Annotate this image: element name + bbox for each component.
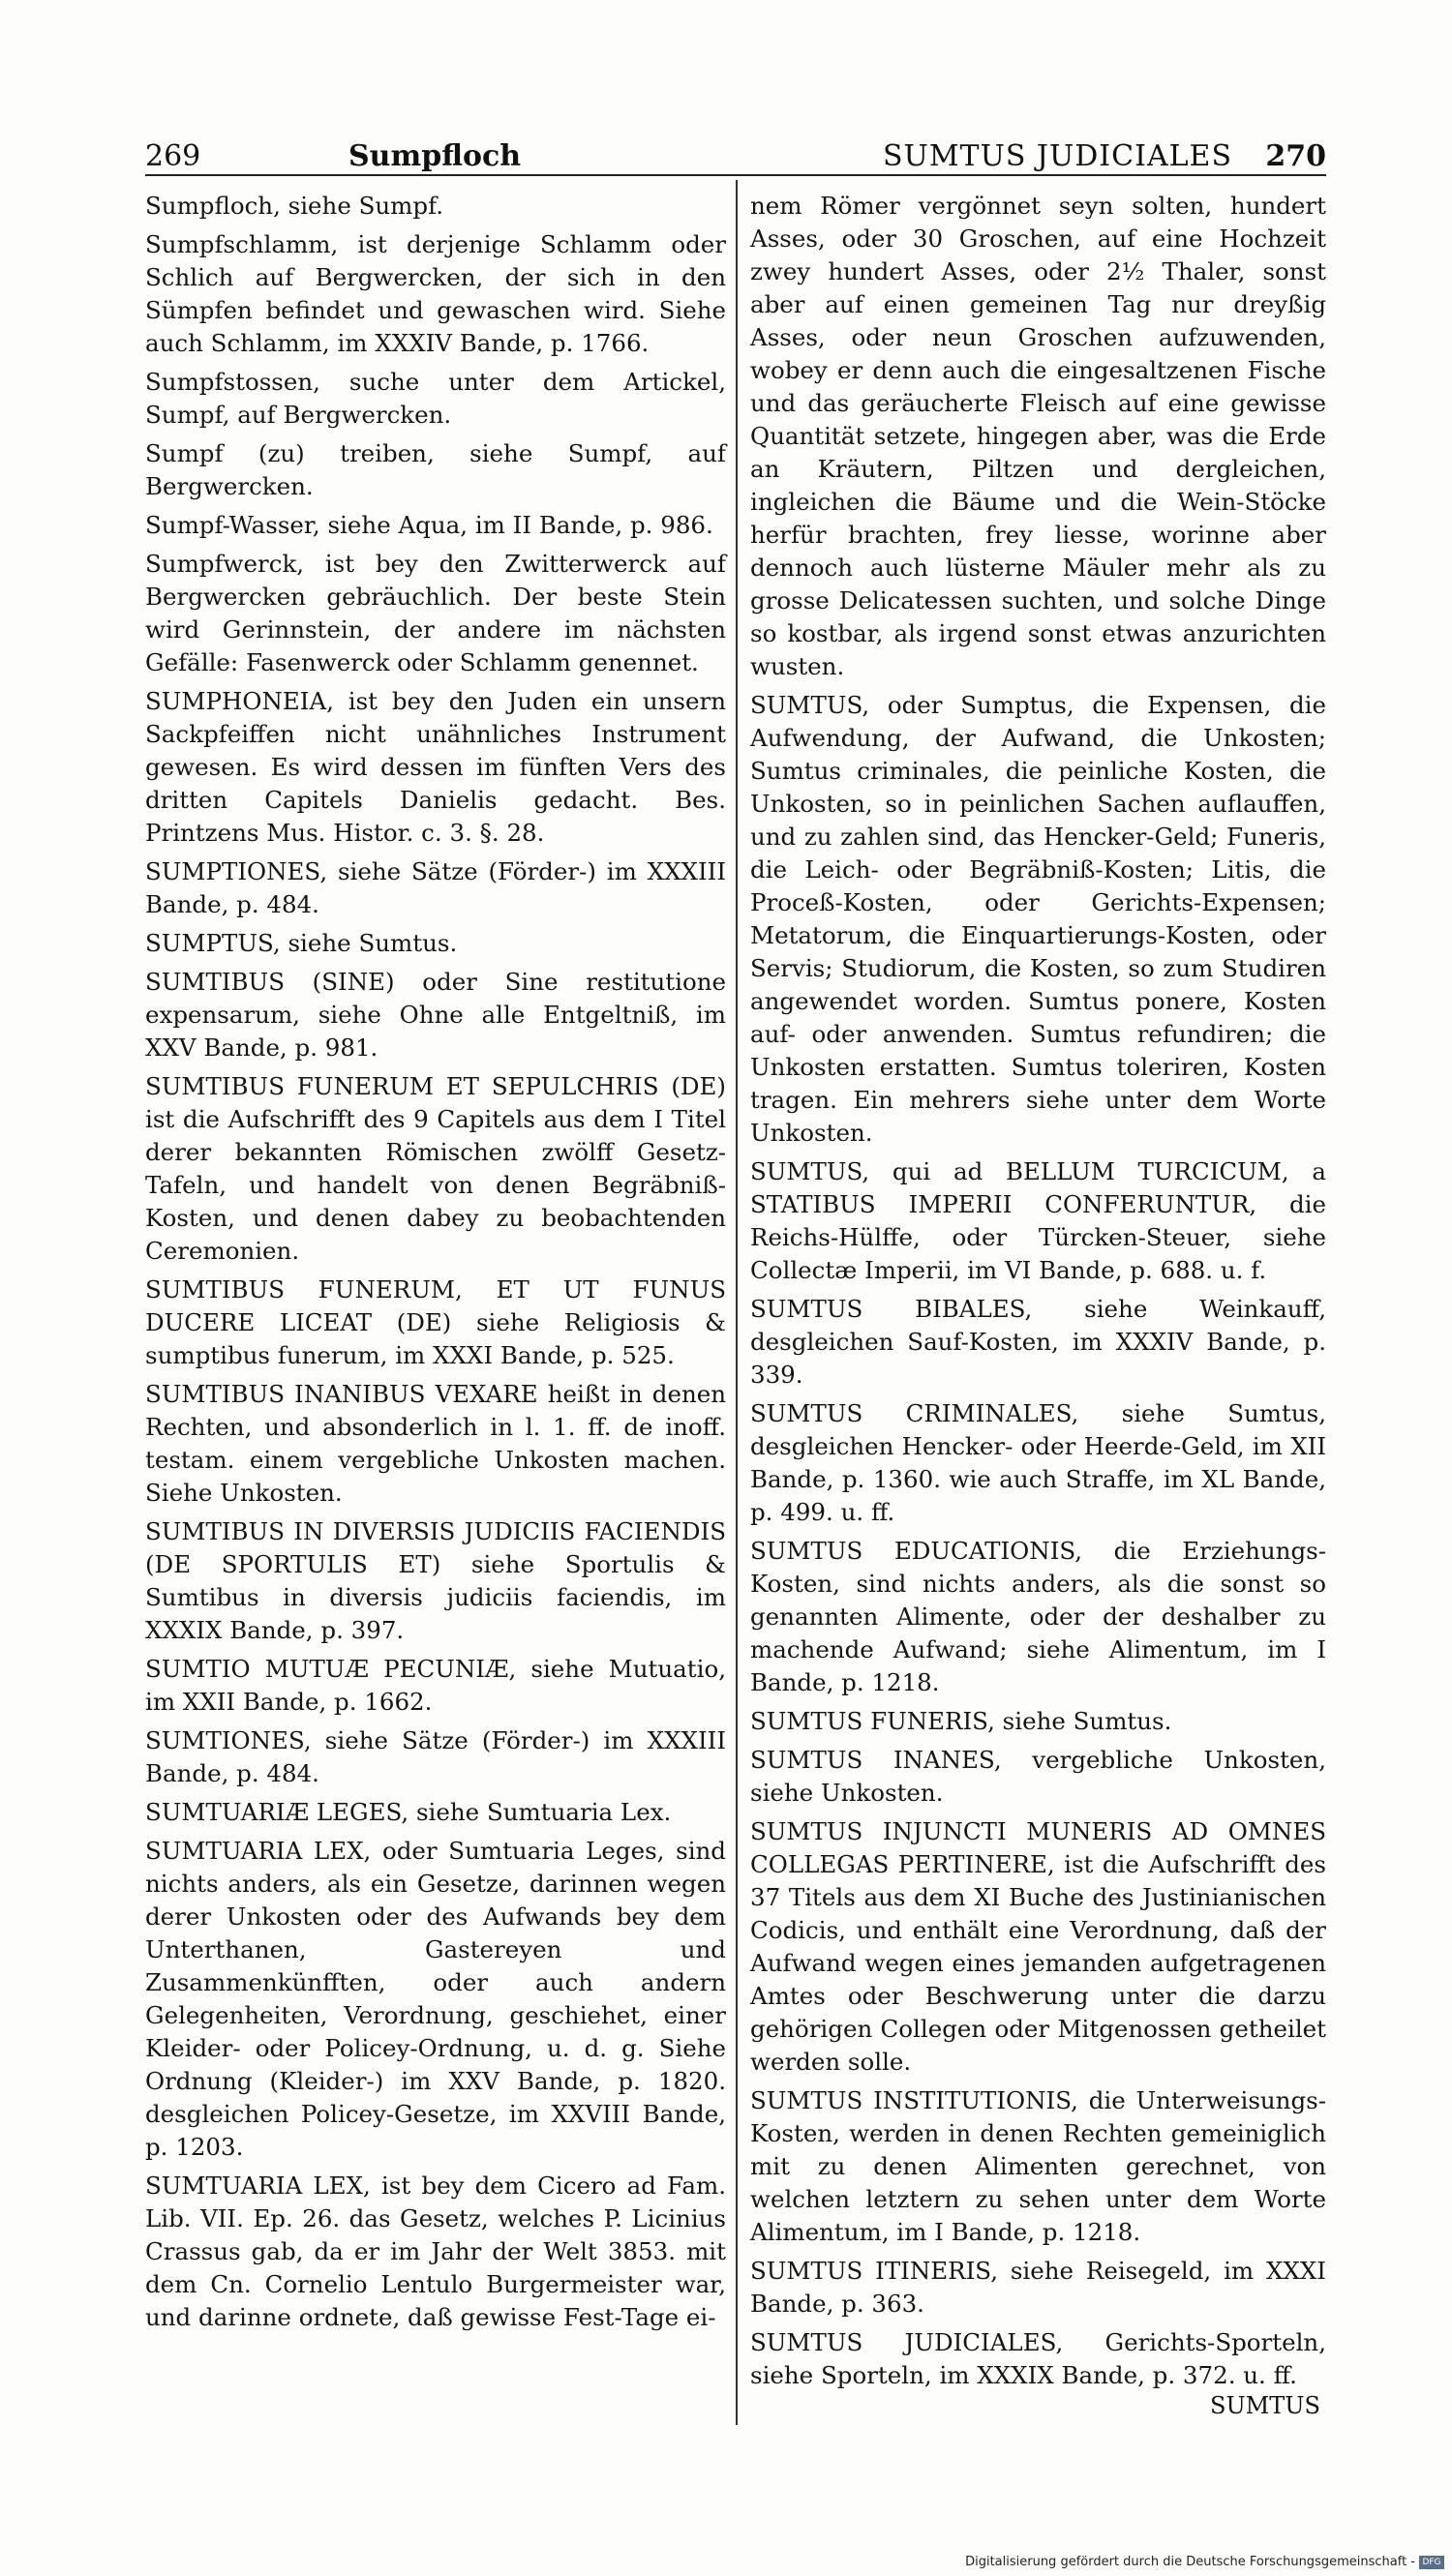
entry: SUMTUARIA LEX, oder Sumtuaria Leges, sind nichts anders, als ein Gesetze, darinnen wegen derer Unkosten oder des Aufwands bey dem Unterthanen, Gastereyen und Zusammenkünfften, oder auch andern Gelegenheiten, Verordnung, geschiehet, einer Kleider- oder Policey-Ordnung, u. d. g. Siehe Ordnung (Kleider-) im XXV Bande, p. 1820. desgleichen Policey-Gesetze, im XXVIII Bande, p. 1203. — [145, 1837, 726, 2161]
right-column — [750, 190, 1326, 2398]
digitization-footer — [965, 2555, 1444, 2569]
entry: SUMTIBUS IN DIVERSIS JUDICIIS FACIENDIS (DE SPORTULIS ET) siehe Sportulis & Sumtibus in diversis judiciis faciendis, im XXXIX Bande, p. 397. — [145, 1517, 726, 1644]
entry: SUMTIBUS (SINE) oder Sine restitutione expensarum, siehe Ohne alle Entgeltniß, im XXV Bande, p. 981. — [145, 968, 726, 1062]
page-number-left: 269 — [145, 139, 201, 173]
entry: SUMPTUS, siehe Sumtus. — [145, 929, 458, 957]
entry: SUMTUS, oder Sumptus, die Expensen, die Aufwendung, der Aufwand, die Unkosten; Sumtus criminales, die peinliche Kosten, die Unkosten, so in peinlichen Sachen auflauffen, und zu zahlen sind, das Hencker-Geld; Funeris, die Leich- oder Begräbniß-Kosten; Litis, die Proceß-Kosten, oder Gerichts-Expensen; Metatorum, die Einquartierungs-Kosten, oder Servis; Studiorum, die Kosten, so zum Studiren angewendet worden. Sumtus ponere, Kosten auf- oder anwenden. Sumtus refundiren; die Unkosten erstatten. Sumtus toleriren, Kosten tragen. Ein mehrers siehe unter dem Worte Unkosten. — [750, 691, 1326, 1147]
running-head — [145, 134, 1326, 178]
entry: Sumpfschlamm, ist derjenige Schlamm oder Schlich auf Bergwercken, der sich in den Sümpfen befindet und gewaschen wird. Siehe auch Schlamm, im XXXIV Bande, p. 1766. — [145, 230, 726, 357]
entry: nem Römer vergönnet seyn solten, hundert Asses, oder 30 Groschen, auf eine Hochzeit zwey hundert Asses, oder 2½ Thaler, sonst aber auf einen gemeinen Tag nur dreyßig Asses, oder neun Groschen aufzuwenden, wobey er denn auch die eingesaltzenen Fische und das geräucherte Fleisch auf eine gewisse Quantität setzete, hingegen aber, was die Erde an Kräutern, Piltzen und dergleichen, ingleichen die Bäume und die Wein-Stöcke herfür brachten, frey liesse, worinne aber dennoch auch lüsterne Mäuler mehr als zu grosse Delicatessen suchten, und solche Dinge so kostbar, als irgend sonst etwas anzurichten wusten. — [750, 192, 1326, 680]
entry: SUMTUS ITINERIS, siehe Reisegeld, im XXXI Bande, p. 363. — [750, 2257, 1326, 2318]
entry: SUMTUS BIBALES, siehe Weinkauff, desgleichen Sauf-Kosten, im XXXIV Bande, p. 339. — [750, 1295, 1326, 1389]
entry: SUMPTIONES, siehe Sätze (Förder-) im XXXIII Bande, p. 484. — [145, 857, 726, 918]
page-number-right: 270 — [1265, 139, 1326, 173]
left-column — [145, 190, 726, 2340]
entry: SUMTIONES, siehe Sätze (Förder-) im XXXIII Bande, p. 484. — [145, 1726, 726, 1787]
entry: SUMTIBUS INANIBUS VEXARE heißt in denen Rechten, und absonderlich in l. 1. ff. de inoff. testam. einem vergebliche Unkosten machen. Siehe Unkosten. — [145, 1380, 726, 1507]
column-divider — [736, 180, 738, 2425]
header-rule — [145, 174, 1326, 176]
entry: SUMTUS INANES, vergebliche Unkosten, siehe Unkosten. — [750, 1746, 1326, 1807]
headword-right: SUMTUS JUDICIALES — [883, 139, 1232, 173]
entry: SUMTUARIÆ LEGES, siehe Sumtuaria Lex. — [145, 1798, 672, 1826]
headword-left: Sumpfloch — [348, 139, 522, 173]
entry: SUMTIBUS FUNERUM, ET UT FUNUS DUCERE LICEAT (DE) siehe Religiosis & sumptibus funerum, im XXXI Bande, p. 525. — [145, 1275, 726, 1369]
entry: Sumpfloch, siehe Sumpf. — [145, 192, 444, 220]
entry: SUMTUS FUNERIS, siehe Sumtus. — [750, 1707, 1172, 1735]
entry: SUMTUARIA LEX, ist bey dem Cicero ad Fam. Lib. VII. Ep. 26. das Gesetz, welches P. Licinius Crassus gab, da er im Jahr der Welt 3853. mit dem Cn. Cornelio Lentulo Burgermeister war, und darinne ordnete, daß gewisse Fest-Tage ei- — [145, 2172, 726, 2331]
entry: SUMTIBUS FUNERUM ET SEPULCHRIS (DE) ist die Aufschrifft des 9 Capitels aus dem I Titel derer bekannten Römischen zwölff Gesetz-Tafeln, und handelt von denen Begräbniß-Kosten, und denen dabey zu beobachtenden Ceremonien. — [145, 1072, 726, 1265]
catchword: SUMTUS — [1210, 2392, 1320, 2419]
entry: SUMPHONEIA, ist bey den Juden ein unsern Sackpfeiffen nicht unähnliches Instrument gewesen. Es wird dessen im fünften Vers des dritten Capitels Danielis gedacht. Bes. Printzens Mus. Histor. c. 3. §. 28. — [145, 687, 726, 847]
entry: SUMTUS EDUCATIONIS, die Erziehungs-Kosten, sind nichts anders, als die sonst so genannten Alimente, oder der deshalber zu machende Aufwand; siehe Alimentum, im I Bande, p. 1218. — [750, 1537, 1326, 1696]
entry: SUMTUS JUDICIALES, Gerichts-Sporteln, siehe Sporteln, im XXXIX Bande, p. 372. u. ff. — [750, 2328, 1326, 2389]
entry: Sumpfstossen, suche unter dem Artickel, Sumpf, auf Bergwercken. — [145, 368, 726, 429]
entry: SUMTUS INJUNCTI MUNERIS AD OMNES COLLEGAS PERTINERE, ist die Aufschrifft des 37 Titels aus dem XI Buche des Justinianischen Codicis, und enthält eine Verordnung, daß der Aufwand wegen eines jemanden aufgetragenen Amtes oder Beschwerung unter die darzu gehörigen Collegen oder Mitgenossen getheilet werden solle. — [750, 1817, 1326, 2076]
entry: SUMTIO MUTUÆ PECUNIÆ, siehe Mutuatio, im XXII Bande, p. 1662. — [145, 1655, 726, 1716]
dfg-logo-icon: DFG — [1419, 2556, 1444, 2569]
entry: Sumpfwerck, ist bey den Zwitterwerck auf Bergwercken gebräuchlich. Der beste Stein wird Gerinnstein, der andere im nächsten Gefälle: Fasenwerck oder Schlamm genennet. — [145, 550, 726, 676]
footer-text: Digitalisierung gefördert durch die Deutsche Forschungsgemeinschaft - — [965, 2555, 1415, 2569]
entry: SUMTUS INSTITUTIONIS, die Unterweisungs-Kosten, werden in denen Rechten gemeiniglich mit zu denen Alimenten gerechnet, von welchen letztern zu sehen unter dem Worte Alimentum, im I Bande, p. 1218. — [750, 2086, 1326, 2246]
entry: Sumpf (zu) treiben, siehe Sumpf, auf Bergwercken. — [145, 439, 726, 500]
entry: SUMTUS, qui ad BELLUM TURCICUM, a STATIBUS IMPERII CONFERUNTUR, die Reichs-Hülffe, oder Türcken-Steuer, siehe Collectæ Imperii, im VI Bande, p. 688. u. f. — [750, 1157, 1326, 1284]
entry: Sumpf-Wasser, siehe Aqua, im II Bande, p. 986. — [145, 511, 713, 539]
entry: SUMTUS CRIMINALES, siehe Sumtus, desgleichen Hencker- oder Heerde-Geld, im XII Bande, p. 1360. wie auch Straffe, im XL Bande, p. 499. u. ff. — [750, 1399, 1326, 1526]
